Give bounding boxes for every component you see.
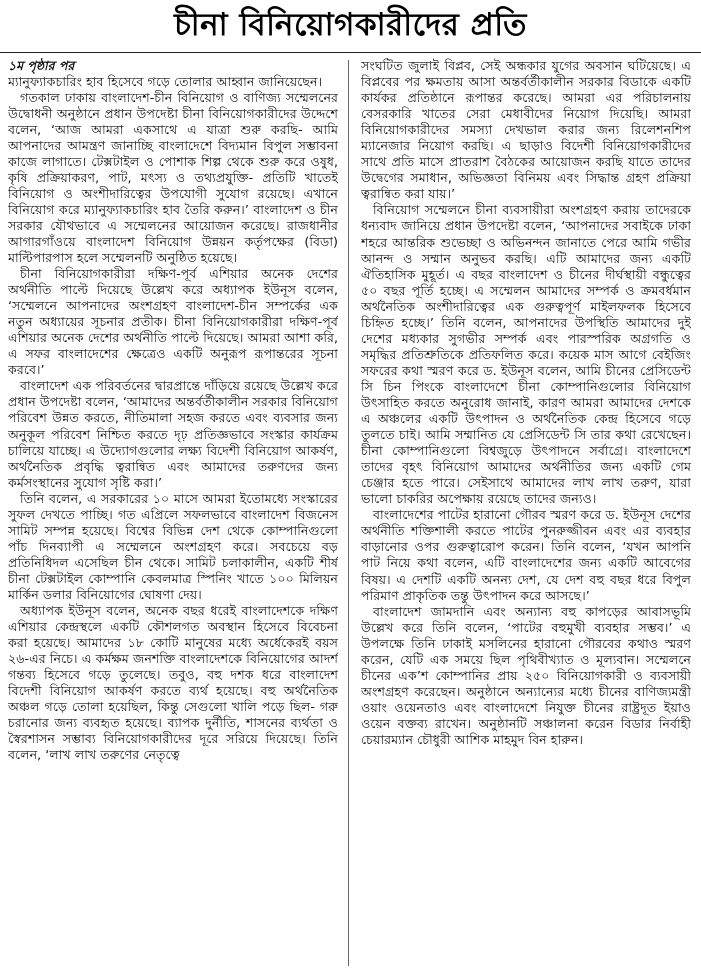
- paragraph: অধ্যাপক ইউনূস বলেন, অনেক বছর ধরেই বাংলাদেশকে দক্ষিণ এশিয়ার কেন্দ্রস্থলে একটি কৌশলগত অবস্থান হিসেবে বিবেচনা করা হয়েছে। আমাদের ১৮ কোটি মানুষের মধ্যে অর্ধেকেরই বয়স ২৬-এর নিচে। এ কর্মক্ষম জনশক্তি বাংলাদেশকে বিনিয়োগের আদর্শ গন্তব্য হিসেবে গড়ে তুলেছে। তবুও, বহু দশক ধরে বাংলাদেশ বিদেশী বিনিয়োগ আকর্ষণ করতে ব্যর্থ হয়েছে। বহু অর্থনৈতিক অঞ্চল গড়ে তোলা হয়েছিল, কিন্তু সেগুলো খালি পড়ে ছিল- গরু চরানোর জন্য ব্যবহৃত হয়েছে। ব্যাপক দুর্নীতি, শাসনের ব্যর্থতা ও স্বৈরশাসন সম্ভাব্য বিনিয়োগকারীদের দূরে সরিয়ে দিয়েছে। তিনি বলেন, ‘লাখ লাখ তরুণের নেতৃত্বে: [8, 603, 338, 763]
- article-column-right: [361, 58, 691, 970]
- paragraph: বিনিয়োগ সম্মেলনে চীনা ব্যবসায়ীরা অংশগ্রহণ করায় তাদেরকে ধন্যবাদ জানিয়ে প্রধান উপদেষ্টা বলেন, ‘আপনাদের সবাইকে ঢাকা শহরে আন্তরিক শুভেচ্ছা ও অভিনন্দন জানাতে পেরে আমি গভীর আনন্দ ও সম্মান অনুভব করছি। এটি আমাদের জন্য একটি ঐতিহাসিক মুহূর্ত। এ বছর বাংলাদেশ ও চীনের দীর্ঘস্থায়ী বন্ধুত্বের ৫০ বছর পূর্তি হচ্ছে। এ সম্মেলন আমাদের সম্পর্ক ও ক্রমবর্ধমান অর্থনৈতিক অংশীদারিত্বের এক গুরুত্বপূর্ণ মাইলফলক হিসেবে চিহ্নিত হচ্ছে।’ তিনি বলেন, আপনাদের উপস্থিতি আমাদের দুই দেশের মধ্যকার সুগভীর সম্পর্ক এবং পারস্পরিক অগ্রগতি ও সমৃদ্ধির প্রতিশ্রুতিকে প্রতিফলিত করে। কয়েক মাস আগে বেইজিং সফরের কথা স্মরণ করে ড. ইউনূস বলেন, আমি চীনের প্রেসিডেন্ট সি চিন পিংকে বাংলাদেশে চীনা কোম্পানিগুলোর বিনিয়োগ উৎসাহিত করতে অনুরোধ জানাই, কারণ আমরা আমাদের দেশকে এ অঞ্চলের একটি উৎপাদন ও অর্থনৈতিক কেন্দ্র হিসেবে গড়ে তুলতে চাই। আমি সম্মানিত যে প্রেসিডেন্ট সি তার কথা রেখেছেন। চীনা কোম্পানিগুলো বিশ্বজুড়ে উৎপাদনে সর্বাগ্রে। বাংলাদেশে তাদের বৃহৎ বিনিয়োগ আমাদের অর্থনীতির জন্য একটি গেম চেঞ্জার হতে পারে। সেইসাথে আমাদের লাখ লাখ তরুণ, যারা ভালো চাকরির অপেক্ষায় রয়েছে তাদের জন্যও।: [361, 202, 691, 507]
- paragraph: সংঘটিত জুলাই বিপ্লব, সেই অন্ধকার যুগের অবসান ঘটিয়েছে। এ বিপ্লবের পর ক্ষমতায় আসা অন্তর্বর্তীকালীন সরকার বিডাকে একটি কার্যকর প্রতিষ্ঠানে রূপান্তর করেছে। আমরা এর পরিচালনায় বেসরকারি খাতের সেরা মেধাবীদের নিয়োগ দিয়েছি। আমরা বিনিয়োগকারীদের সমস্যা দেখভাল করার জন্য রিলেশনশিপ ম্যানেজার নিয়োগ করছি। এ ছাড়াও বিদেশী বিনিয়োগকারীদের সাথে প্রতি মাসে প্রাতরাশ বৈঠকের আয়োজন করছি যাতে তাদের উদ্বেগের সমাধান, অভিজ্ঞতা বিনিময় এবং সিদ্ধান্ত গ্রহণ প্রক্রিয়া ত্বরান্বিত করা যায়।’: [361, 58, 691, 202]
- paragraph: বাংলাদেশ জামদানি এবং অন্যান্য বহু কাপড়ের আবাসভূমি উল্লেখ করে তিনি বলেন, ‘পাটের বহুমুখী ব্যবহার সম্ভব।’ এ উপলক্ষে তিনি ঢাকাই মসলিনের হারানো গৌরবের কথাও স্মরণ করেন, যেটি এক সময়ে ছিল পৃথিবীখ্যাত ও মূল্যবান। সম্মেলনে চীনের এক’শ কোম্পানির প্রায় ২৫০ বিনিয়োগকারী ও ব্যবসায়ী অংশগ্রহণ করেছেন। অনুষ্ঠানে অন্যান্যের মধ্যে চীনের বাণিজ্যমন্ত্রী ওয়াং ওয়েনতাও এবং বাংলাদেশে নিযুক্ত চীনের রাষ্ট্রদূত ইয়াও ওয়েন বক্তব্য রাখেন। অনুষ্ঠানটি সঞ্চালনা করেন বিডার নির্বাহী চেয়ারম্যান চৌধুরী আশিক মাহমুদ বিন হারুন।: [361, 603, 691, 747]
- paragraph: তিনি বলেন, এ সরকারের ১০ মাসে আমরা ইতোমধ্যে সংস্কারের সুফল দেখতে পাচ্ছি। গত এপ্রিলে সফলভাবে বাংলাদেশ বিজনেস সামিট সম্পন্ন হয়েছে। বিশ্বের বিভিন্ন দেশ থেকে কোম্পানিগুলো পাঁচ দিনব্যাপী এ সম্মেলনে অংশগ্রহণ করে। সবচেয়ে বড় প্রতিনিধিদল এসেছিল চীন থেকে। সামিট চলাকালীন, একটি শীর্ষ চীনা টেক্সটাইল কোম্পানি কেবলমাত্র স্পিনিং খাতে ১০০ মিলিয়ন মার্কিন ডলার বিনিয়োগের ঘোষণা দেয়।: [8, 490, 338, 602]
- paragraph: চীনা বিনিয়োগকারীরা দক্ষিণ-পূর্ব এশিয়ার অনেক দেশের অর্থনীতি পাল্টে দিয়েছে উল্লেখ করে অধ্যাপক ইউনূস বলেন, ‘সম্মেলনে আপনাদের অংশগ্রহণ বাংলাদেশ-চীন সম্পর্কের এক নতুন অধ্যায়ের সূচনার প্রতীক। চীনা বিনিয়োগকারীরা দক্ষিণ-পূর্ব এশিয়ার অনেক দেশের অর্থনীতি পাল্টে দিয়েছে। আমরা আশা করি, এ সফর বাংলাদেশের ক্ষেত্রেও একটি অনুরূপ রূপান্তরের সূচনা করবে।’: [8, 266, 338, 378]
- paragraph: বাংলাদেশ এক পরিবর্তনের দ্বারপ্রান্তে দাঁড়িয়ে রয়েছে উল্লেখ করে প্রধান উপদেষ্টা বলেন, ‘আমাদের অন্তর্বর্তীকালীন সরকার বিনিয়োগ পরিবেশ উন্নত করতে, নীতিমালা সহজ করতে এবং ব্যবসার জন্য অনুকূল পরিবেশ নিশ্চিত করতে দৃঢ় প্রতিজ্ঞভাবে সংস্কার কার্যক্রম চালিয়ে যাচ্ছে। এ উদ্যোগগুলোর লক্ষ্য বিদেশী বিনিয়োগ আকর্ষণ, অর্থনৈতিক প্রবৃদ্ধি ত্বরান্বিত এবং আমাদের তরুণদের জন্য কর্মসংস্থানের সুযোগ সৃষ্টি করা।’: [8, 378, 338, 490]
- headline: চীনা বিনিয়োগকারীদের প্রতি: [174, 7, 527, 43]
- article-column-left: [8, 58, 338, 970]
- paragraph: ম্যানুফ্যাকচারিং হাব হিসেবে গড়ে তোলার আহ্বান জানিয়েছেন।: [8, 73, 323, 89]
- jump-line: ১ম পৃষ্ঠার পর: [8, 58, 75, 73]
- paragraph: গতকাল ঢাকায় বাংলাদেশ-চীন বিনিয়োগ ও বাণিজ্য সম্মেলনের উদ্বোধনী অনুষ্ঠানে প্রধান উপদেষ্টা চীনা বিনিয়োগকারীদের উদ্দেশে বলেন, ‘আজ আমরা একসাথে এ যাত্রা শুরু করছি- আমি আপনাদের আমন্ত্রণ জানাচ্ছি বাংলাদেশে বিদ্যমান বিপুল সম্ভাবনা কাজে লাগাতে। টেক্সটাইল ও পোশাক শিল্প থেকে শুরু করে ওষুধ, কৃষি প্রক্রিয়াকরণ, পাট, মৎস্য ও তথ্যপ্রযুক্তি- প্রতিটি খাতেই বিনিয়োগ ও অংশীদারিত্বের উপযোগী সুযোগ রয়েছে। এখানে বিনিয়োগ করে ম্যানুফ্যাকচারিং হাব তৈরি করুন।’ বাংলাদেশ ও চীন সরকার যৌথভাবে এ সম্মেলনের আয়োজন করেছে। রাজধানীর আগারগাঁওয়ে বাংলাদেশ বিনিয়োগ উন্নয়ন কর্তৃপক্ষের (বিডা) মাল্টিপারপাস হলে সম্মেলনটি অনুষ্ঠিত হয়েছে।: [8, 89, 338, 266]
- headline-band: [0, 0, 701, 53]
- column-divider: [348, 60, 349, 966]
- paragraph: বাংলাদেশের পাটের হারানো গৌরব স্মরণ করে ড. ইউনূস দেশের অর্থনীতি শক্তিশালী করতে পাটের পুনরুজ্জীবন এবং এর ব্যবহার বাড়ানোর ওপর গুরুত্বারোপ করেন। তিনি বলেন, ‘যখন আপনি পাট নিয়ে কথা বলেন, এটি বাংলাদেশের জন্য একটি আবেগের বিষয়। এ দেশটি একটি অনন্য দেশ, যে দেশ বহু বছর ধরে বিপুল পরিমাণ প্রাকৃতিক তন্তু উৎপাদন করে আসছে।’: [361, 507, 691, 603]
